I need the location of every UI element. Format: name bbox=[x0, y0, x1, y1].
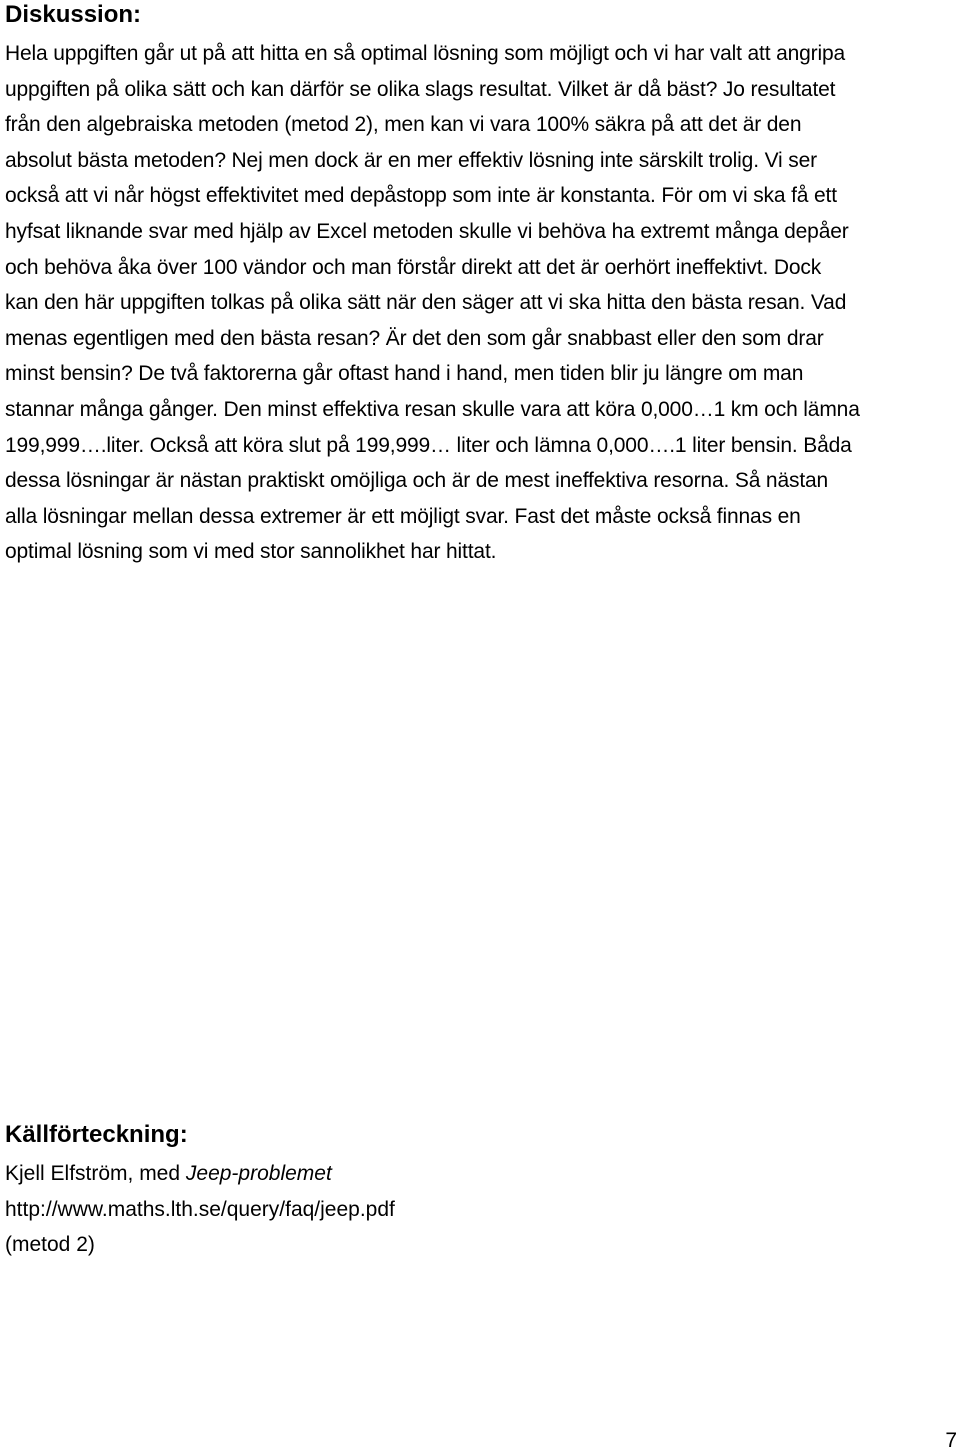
paragraph-line: dessa lösningar är nästan praktiskt omöjliga och är de mest ineffektiva resorna. Så nästan bbox=[5, 469, 829, 493]
paragraph-line: uppgiften på olika sätt och kan därför se olika slags resultat. Vilket är då bäst? Jo resultatet bbox=[5, 77, 836, 101]
paragraph-line: hyfsat liknande svar med hjälp av Excel metoden skulle vi behöva ha extremt många depåer bbox=[5, 219, 849, 243]
paragraph-line: stannar många gånger. Den minst effektiva resan skulle vara att köra 0,000…1 km och lämna bbox=[5, 397, 860, 421]
paragraph-line: absolut bästa metoden? Nej men dock är en mer effektiv lösning inte särskilt trolig. Vi ser bbox=[5, 148, 817, 172]
paragraph-line: minst bensin? De två faktorerna går oftast hand i hand, men tiden blir ju längre om man bbox=[5, 362, 804, 386]
discussion-paragraph bbox=[5, 36, 957, 570]
paragraph-line: från den algebraiska metoden (metod 2), men kan vi vara 100% säkra på att det är den bbox=[5, 113, 802, 137]
sources-heading: Källförteckning: bbox=[5, 1121, 188, 1148]
page-number: 7 bbox=[945, 1429, 957, 1452]
paragraph-line: och behöva åka över 100 vändor och man förstår direkt att det är oerhört ineffektivt. Dock bbox=[5, 255, 822, 279]
paragraph-line: optimal lösning som vi med stor sannolikhet har hittat. bbox=[5, 540, 497, 564]
paragraph-line: 199,999….liter. Också att köra slut på 199,999… liter och lämna 0,000….1 liter bensin. Båda bbox=[5, 433, 852, 457]
paragraph-line: kan den här uppgiften tolkas på olika sätt när den säger att vi ska hitta den bästa resan. Vad bbox=[5, 291, 847, 315]
source-author: Kjell Elfström, med bbox=[5, 1162, 186, 1185]
paragraph-line: också att vi når högst effektivitet med depåstopp som inte är konstanta. För om vi ska få ett bbox=[5, 184, 837, 208]
paragraph-line: Hela uppgiften går ut på att hitta en så optimal lösning som möjligt och vi har valt att angripa bbox=[5, 42, 846, 65]
source-title: Jeep-problemet bbox=[185, 1162, 332, 1185]
source-citation bbox=[5, 1156, 395, 1192]
source-url: http://www.maths.lth.se/query/faq/jeep.pdf bbox=[5, 1197, 395, 1221]
discussion-heading: Diskussion: bbox=[5, 1, 142, 28]
source-note: (metod 2) bbox=[5, 1233, 95, 1257]
paragraph-line: alla lösningar mellan dessa extremer är ett möjligt svar. Fast det måste också finnas en bbox=[5, 504, 801, 528]
paragraph-line: menas egentligen med den bästa resan? Är det den som går snabbast eller den som drar bbox=[5, 326, 824, 350]
sources-list bbox=[5, 1156, 395, 1263]
